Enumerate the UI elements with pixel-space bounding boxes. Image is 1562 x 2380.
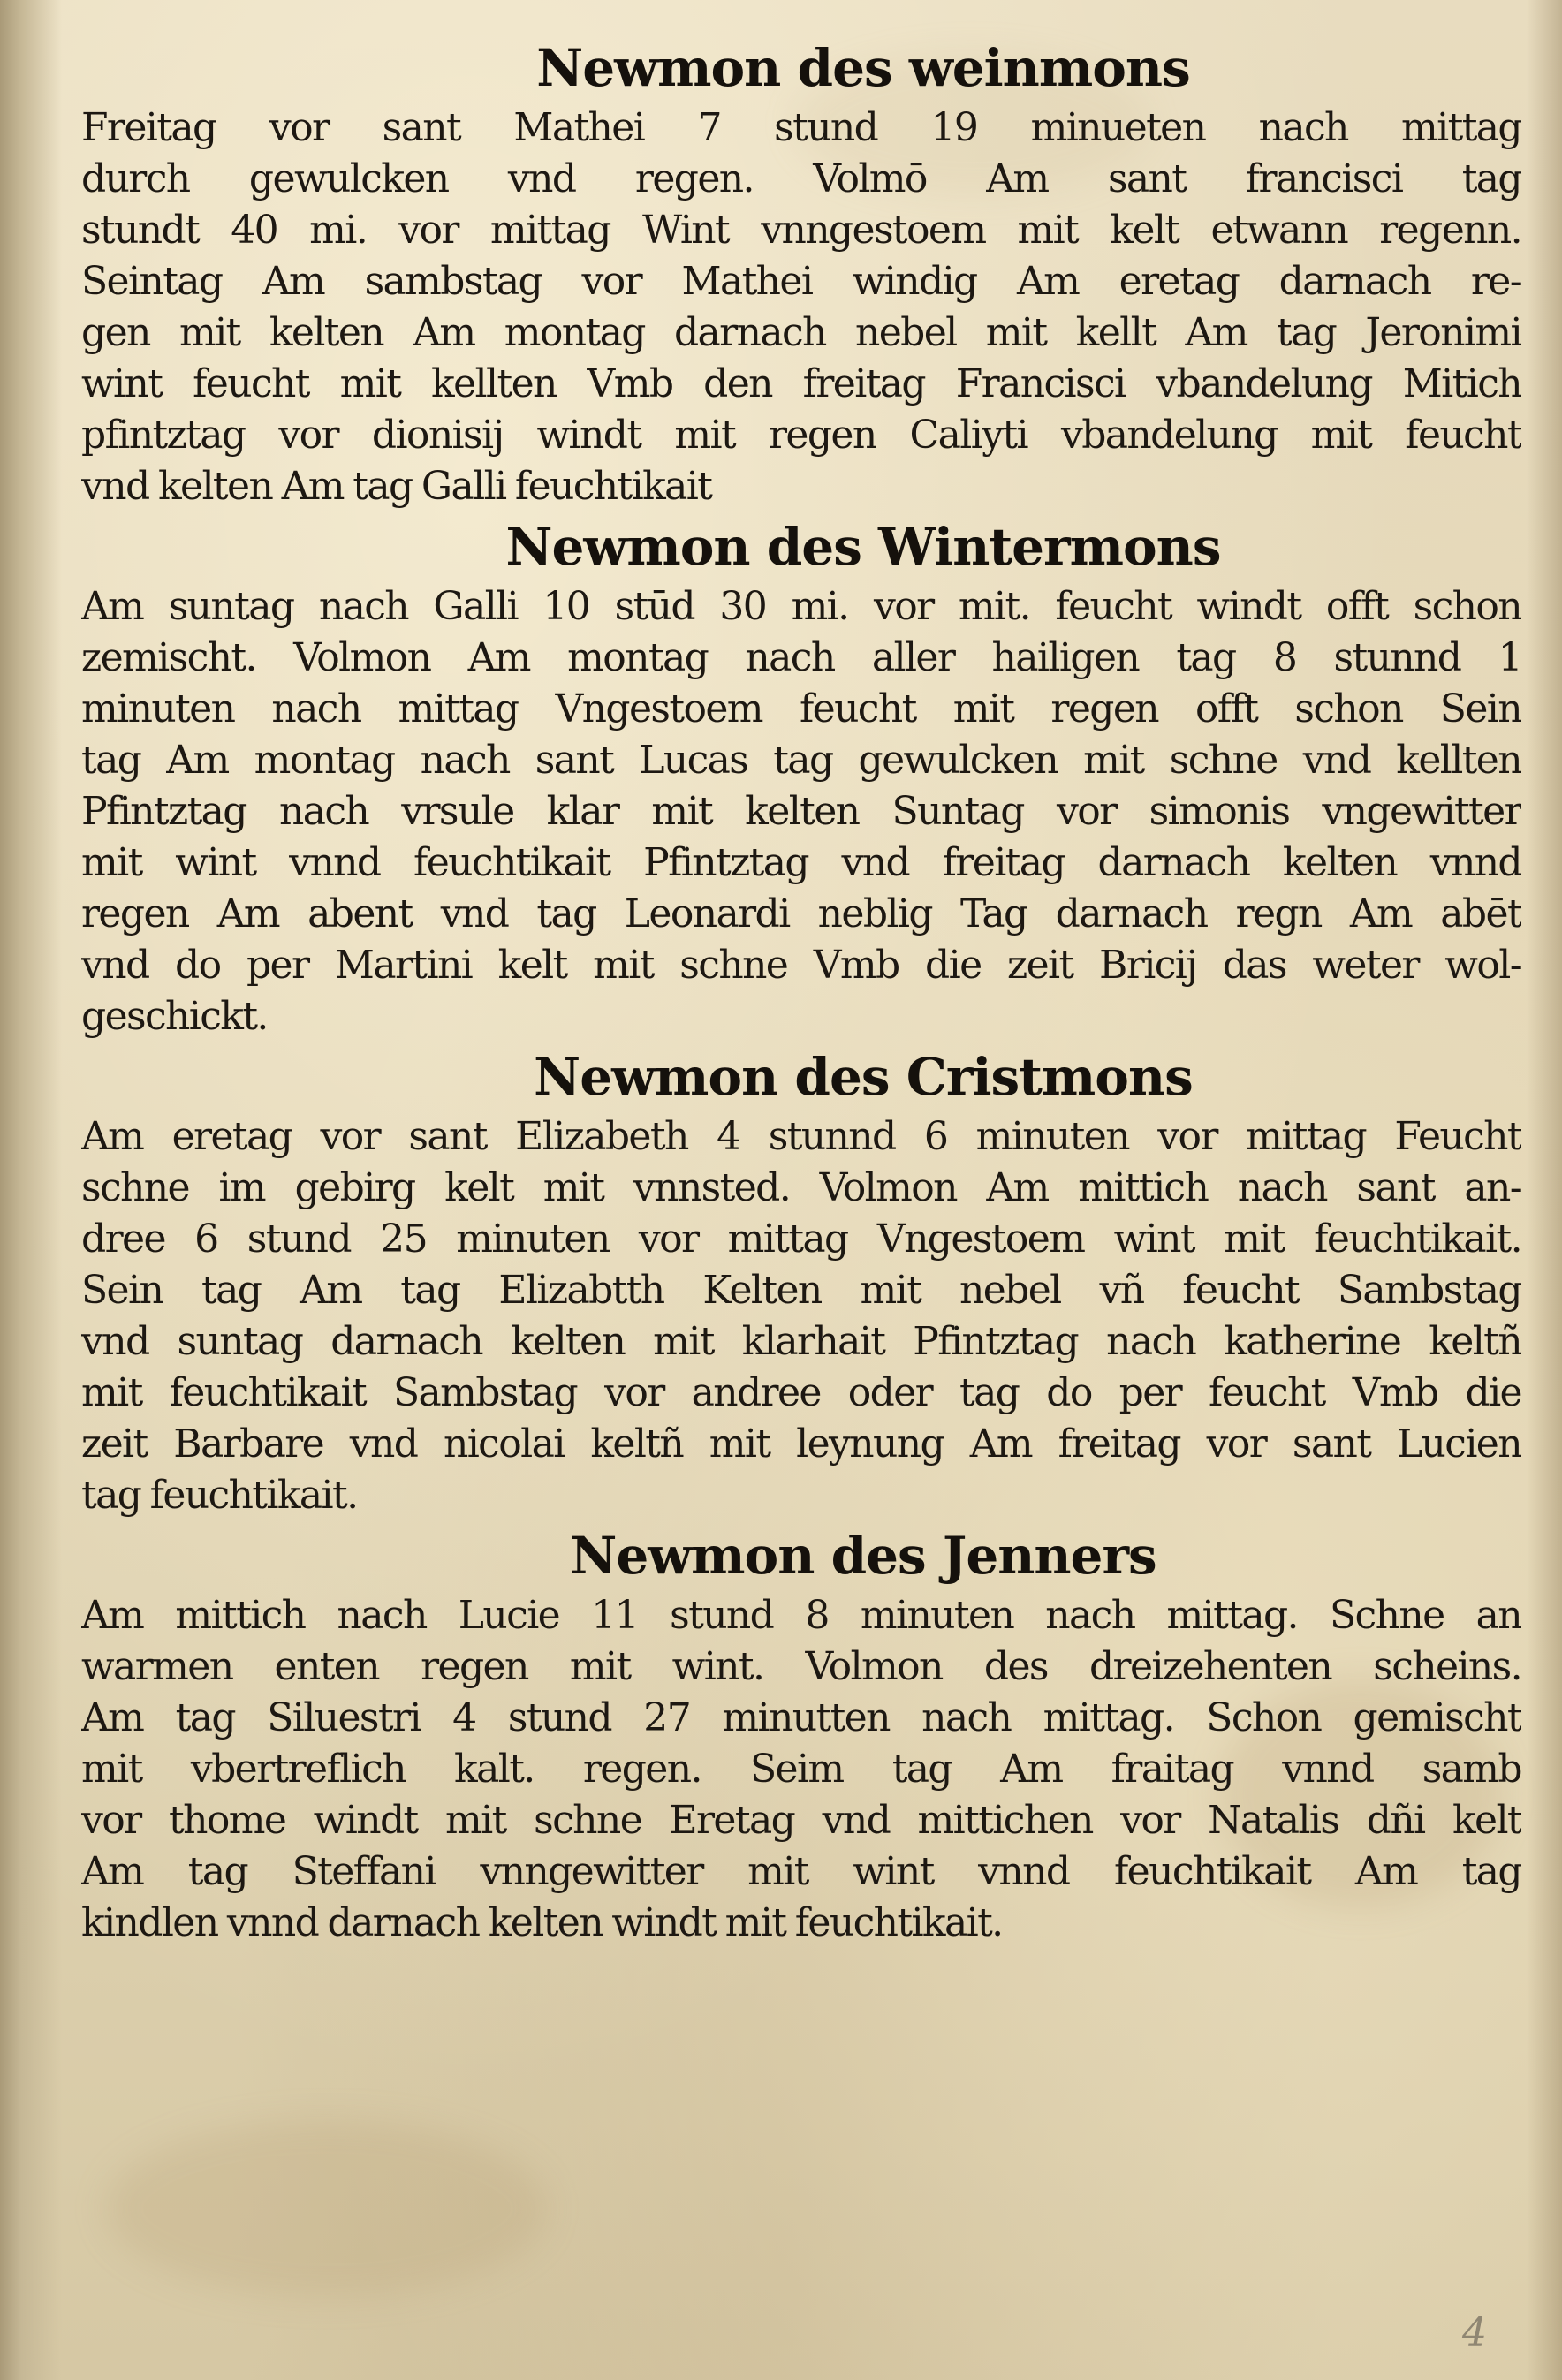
text-block xyxy=(81,34,1521,1949)
text-line: zeit Barbare vnd nicolai keltñ mit leynung Am freitag vor sant Lucien xyxy=(81,1421,1521,1467)
text-line: zemischt. Volmon Am montag nach aller hailigen tag 8 stunnd 1 xyxy=(81,635,1521,680)
text-line: schne im gebirg kelt mit vnnsted. Volmon Am mittich nach sant an- xyxy=(81,1165,1521,1210)
text-line: Freitag vor sant Mathei 7 stund 19 minueten nach mittag xyxy=(81,105,1521,150)
text-line: geschickt. xyxy=(81,994,268,1039)
section-heading: Newmon des weinmons xyxy=(536,38,1190,98)
text-line: dree 6 stund 25 minuten vor mittag Vngestoem wint mit feuchtikait. xyxy=(81,1217,1521,1262)
text-line: stundt 40 mi. vor mittag Wint vnngestoem mit kelt etwann regenn. xyxy=(81,208,1521,253)
text-line: Sein tag Am tag Elizabtth Kelten mit nebel vñ feucht Sambstag xyxy=(81,1268,1521,1313)
text-line: vor thome windt mit schne Eretag vnd mittichen vor Natalis dñi kelt xyxy=(81,1798,1521,1843)
text-line: minuten nach mittag Vngestoem feucht mit regen offt schon Sein xyxy=(81,686,1521,731)
section-jenner xyxy=(81,1521,1521,1949)
section-weinmon xyxy=(81,34,1521,512)
text-line: mit wint vnnd feuchtikait Pfintztag vnd freitag darnach kelten vnnd xyxy=(81,840,1521,885)
text-line: tag Am montag nach sant Lucas tag gewulcken mit schne vnd kellten xyxy=(81,738,1521,783)
text-line: warmen enten regen mit wint. Volmon des dreizehenten scheins. xyxy=(81,1644,1521,1689)
text-line: Seintag Am sambstag vor Mathei windig Am eretag darnach re- xyxy=(81,259,1521,304)
text-line: durch gewulcken vnd regen. Volmō Am sant francisci tag xyxy=(81,156,1521,201)
text-line: Pfintztag nach vrsule klar mit kelten Suntag vor simonis vngewitter xyxy=(81,789,1521,834)
text-line: Am suntag nach Galli 10 stūd 30 mi. vor mit. feucht windt offt schon xyxy=(81,584,1521,629)
text-line: regen Am abent vnd tag Leonardi neblig Tag darnach regn Am abēt xyxy=(81,891,1521,936)
section-heading: Newmon des Jenners xyxy=(570,1526,1156,1586)
page-left-edge xyxy=(0,0,62,2380)
text-line: vnd do per Martini kelt mit schne Vmb die zeit Bricij das weter wol- xyxy=(81,943,1521,988)
page-right-edge xyxy=(1527,0,1562,2380)
section-cristmon xyxy=(81,1042,1521,1521)
text-line: wint feucht mit kellten Vmb den freitag Francisci vbandelung Mitich xyxy=(81,361,1521,406)
text-line: pfintztag vor dionisij windt mit regen Caliyti vbandelung mit feucht xyxy=(81,413,1521,458)
folio-number: 4 xyxy=(1462,2310,1487,2355)
section-heading: Newmon des Cristmons xyxy=(534,1047,1193,1107)
section-heading: Newmon des Wintermons xyxy=(505,517,1221,577)
text-line: Am tag Siluestri 4 stund 27 minutten nach mittag. Schon gemischt xyxy=(81,1695,1521,1740)
text-line: vnd suntag darnach kelten mit klarhait Pfintztag nach katherine keltñ xyxy=(81,1319,1521,1364)
paper-stain xyxy=(106,2120,548,2297)
text-line: mit vbertreflich kalt. regen. Seim tag Am fraitag vnnd samb xyxy=(81,1747,1521,1792)
text-line: vnd kelten Am tag Galli feuchtikait xyxy=(81,464,712,509)
text-line: gen mit kelten Am montag darnach nebel mit kellt Am tag Jeronimi xyxy=(81,310,1521,355)
text-line: mit feuchtikait Sambstag vor andree oder tag do per feucht Vmb die xyxy=(81,1370,1521,1415)
section-wintermon xyxy=(81,512,1521,1042)
text-line: Am tag Steffani vnngewitter mit wint vnnd feuchtikait Am tag xyxy=(81,1849,1521,1894)
text-line: kindlen vnnd darnach kelten windt mit feuchtikait. xyxy=(81,1900,1003,1945)
text-line: Am mittich nach Lucie 11 stund 8 minuten nach mittag. Schne an xyxy=(81,1593,1521,1638)
text-line: Am eretag vor sant Elizabeth 4 stunnd 6 minuten vor mittag Feucht xyxy=(81,1114,1521,1159)
text-line: tag feuchtikait. xyxy=(81,1473,358,1518)
